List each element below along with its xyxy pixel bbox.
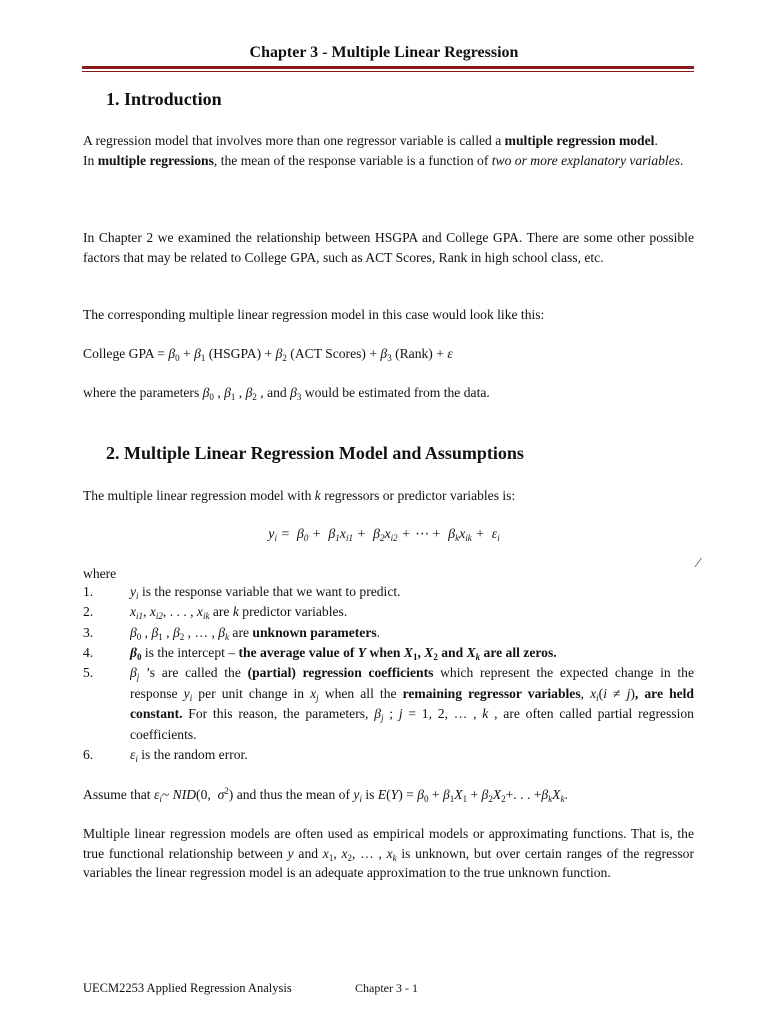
section2-heading: 2. Multiple Linear Regression Model and Assumptions (106, 443, 524, 463)
header-rule-thick (82, 66, 694, 69)
regression-equation: $y_i = \beta_0 + \beta_1x_{i1} + \beta_2x_{i2}$ + ⋯ + $\beta_kx_{ik} + \varepsilon_i$ (268, 527, 500, 543)
list-item: $x_{i1}$, $x_{i2}$, . . . , $x_{ik}$ are k predictor variables. (130, 604, 348, 621)
where-label: where (83, 566, 117, 581)
footer-page-number: Chapter 3 - 1 (355, 981, 418, 995)
college-gpa-model: College GPA = $\beta_0 + \beta_1$ (HSGPA) + $\beta_2$ (ACT Scores) + $\beta_3$ (Rank) + ε (83, 346, 453, 363)
footer-course: UECM2253 Applied Regression Analysis (83, 981, 292, 995)
pen-mark: ⁄ (697, 556, 700, 571)
parameters-sentence: where the parameters $\beta_0$ , $\beta_1$ , $\beta_2$ , and $\beta_3$ would be estimated from the data. (83, 385, 490, 402)
list-item-number: 3. (83, 625, 94, 640)
assumption-sentence: Assume that $\varepsilon_i\sim$ NID(0, $\sigma^2$) and thus the mean of $y_i$ is $E(Y) = \beta_0 + \beta_1X_1 + \beta_2X_2+$. . . $+\beta_kX_k$. (83, 786, 568, 804)
list-item-number: 6. (83, 747, 94, 762)
list-item-number: 4. (83, 645, 94, 660)
closing-paragraph: Multiple linear regression models are often used as empirical models or approximating functions. That is, the true functional relationship between y and $x_1$, $x_2$, … , $x_k$ is unknown, but over certain ranges of the regressor variables the linear regression model is an adequate approximation to the true unknown function. (83, 826, 695, 880)
model-intro-paragraph: The corresponding multiple linear regression model in this case would look like this: (83, 307, 545, 322)
list-item: $y_i$ is the response variable that we want to predict. (130, 584, 401, 601)
intro-paragraph: A regression model that involves more than one regressor variable is called a multiple regression model. In multiple regressions, the mean of the response variable is a function of two or more explanatory variables. (83, 133, 684, 168)
list-item: $\beta_0$ , $\beta_1$ , $\beta_2$ , … , $\beta_k$ are unknown parameters. (130, 625, 381, 642)
list-item-number: 2. (83, 604, 94, 619)
list-item: $\beta_0$ is the intercept – the average value of Y when $X_1$, $X_2$ and $X_k$ are all zeros. (130, 645, 557, 662)
page-header-title: Chapter 3 - Multiple Linear Regression (249, 44, 519, 61)
section1-heading: 1. Introduction (106, 89, 222, 109)
list-item: $\varepsilon_i$ is the random error. (130, 747, 248, 764)
section2-intro: The multiple linear regression model with k regressors or predictor variables is: (83, 488, 516, 503)
list-item-number: 5. (83, 665, 94, 680)
header-rule-thin (82, 71, 694, 72)
list-item-number: 1. (83, 584, 94, 599)
chapter2-paragraph: In Chapter 2 we examined the relationship between HSGPA and College GPA. There are some other possible factors that may be related to College GPA, such as ACT Scores, Rank in high school class, etc. (83, 230, 694, 265)
list-item: $\beta_j$ ’s are called the (partial) regression coefficients which represent the expected change in the response $y_i$ per unit change in $x_j$ when all the remaining regressor variables, $x_i(i \ne j)$, are held constant. For this reason, the parameters, $\beta_j$ ; j = 1, 2, … , k , are often called partial regression coefficients. (130, 665, 694, 742)
